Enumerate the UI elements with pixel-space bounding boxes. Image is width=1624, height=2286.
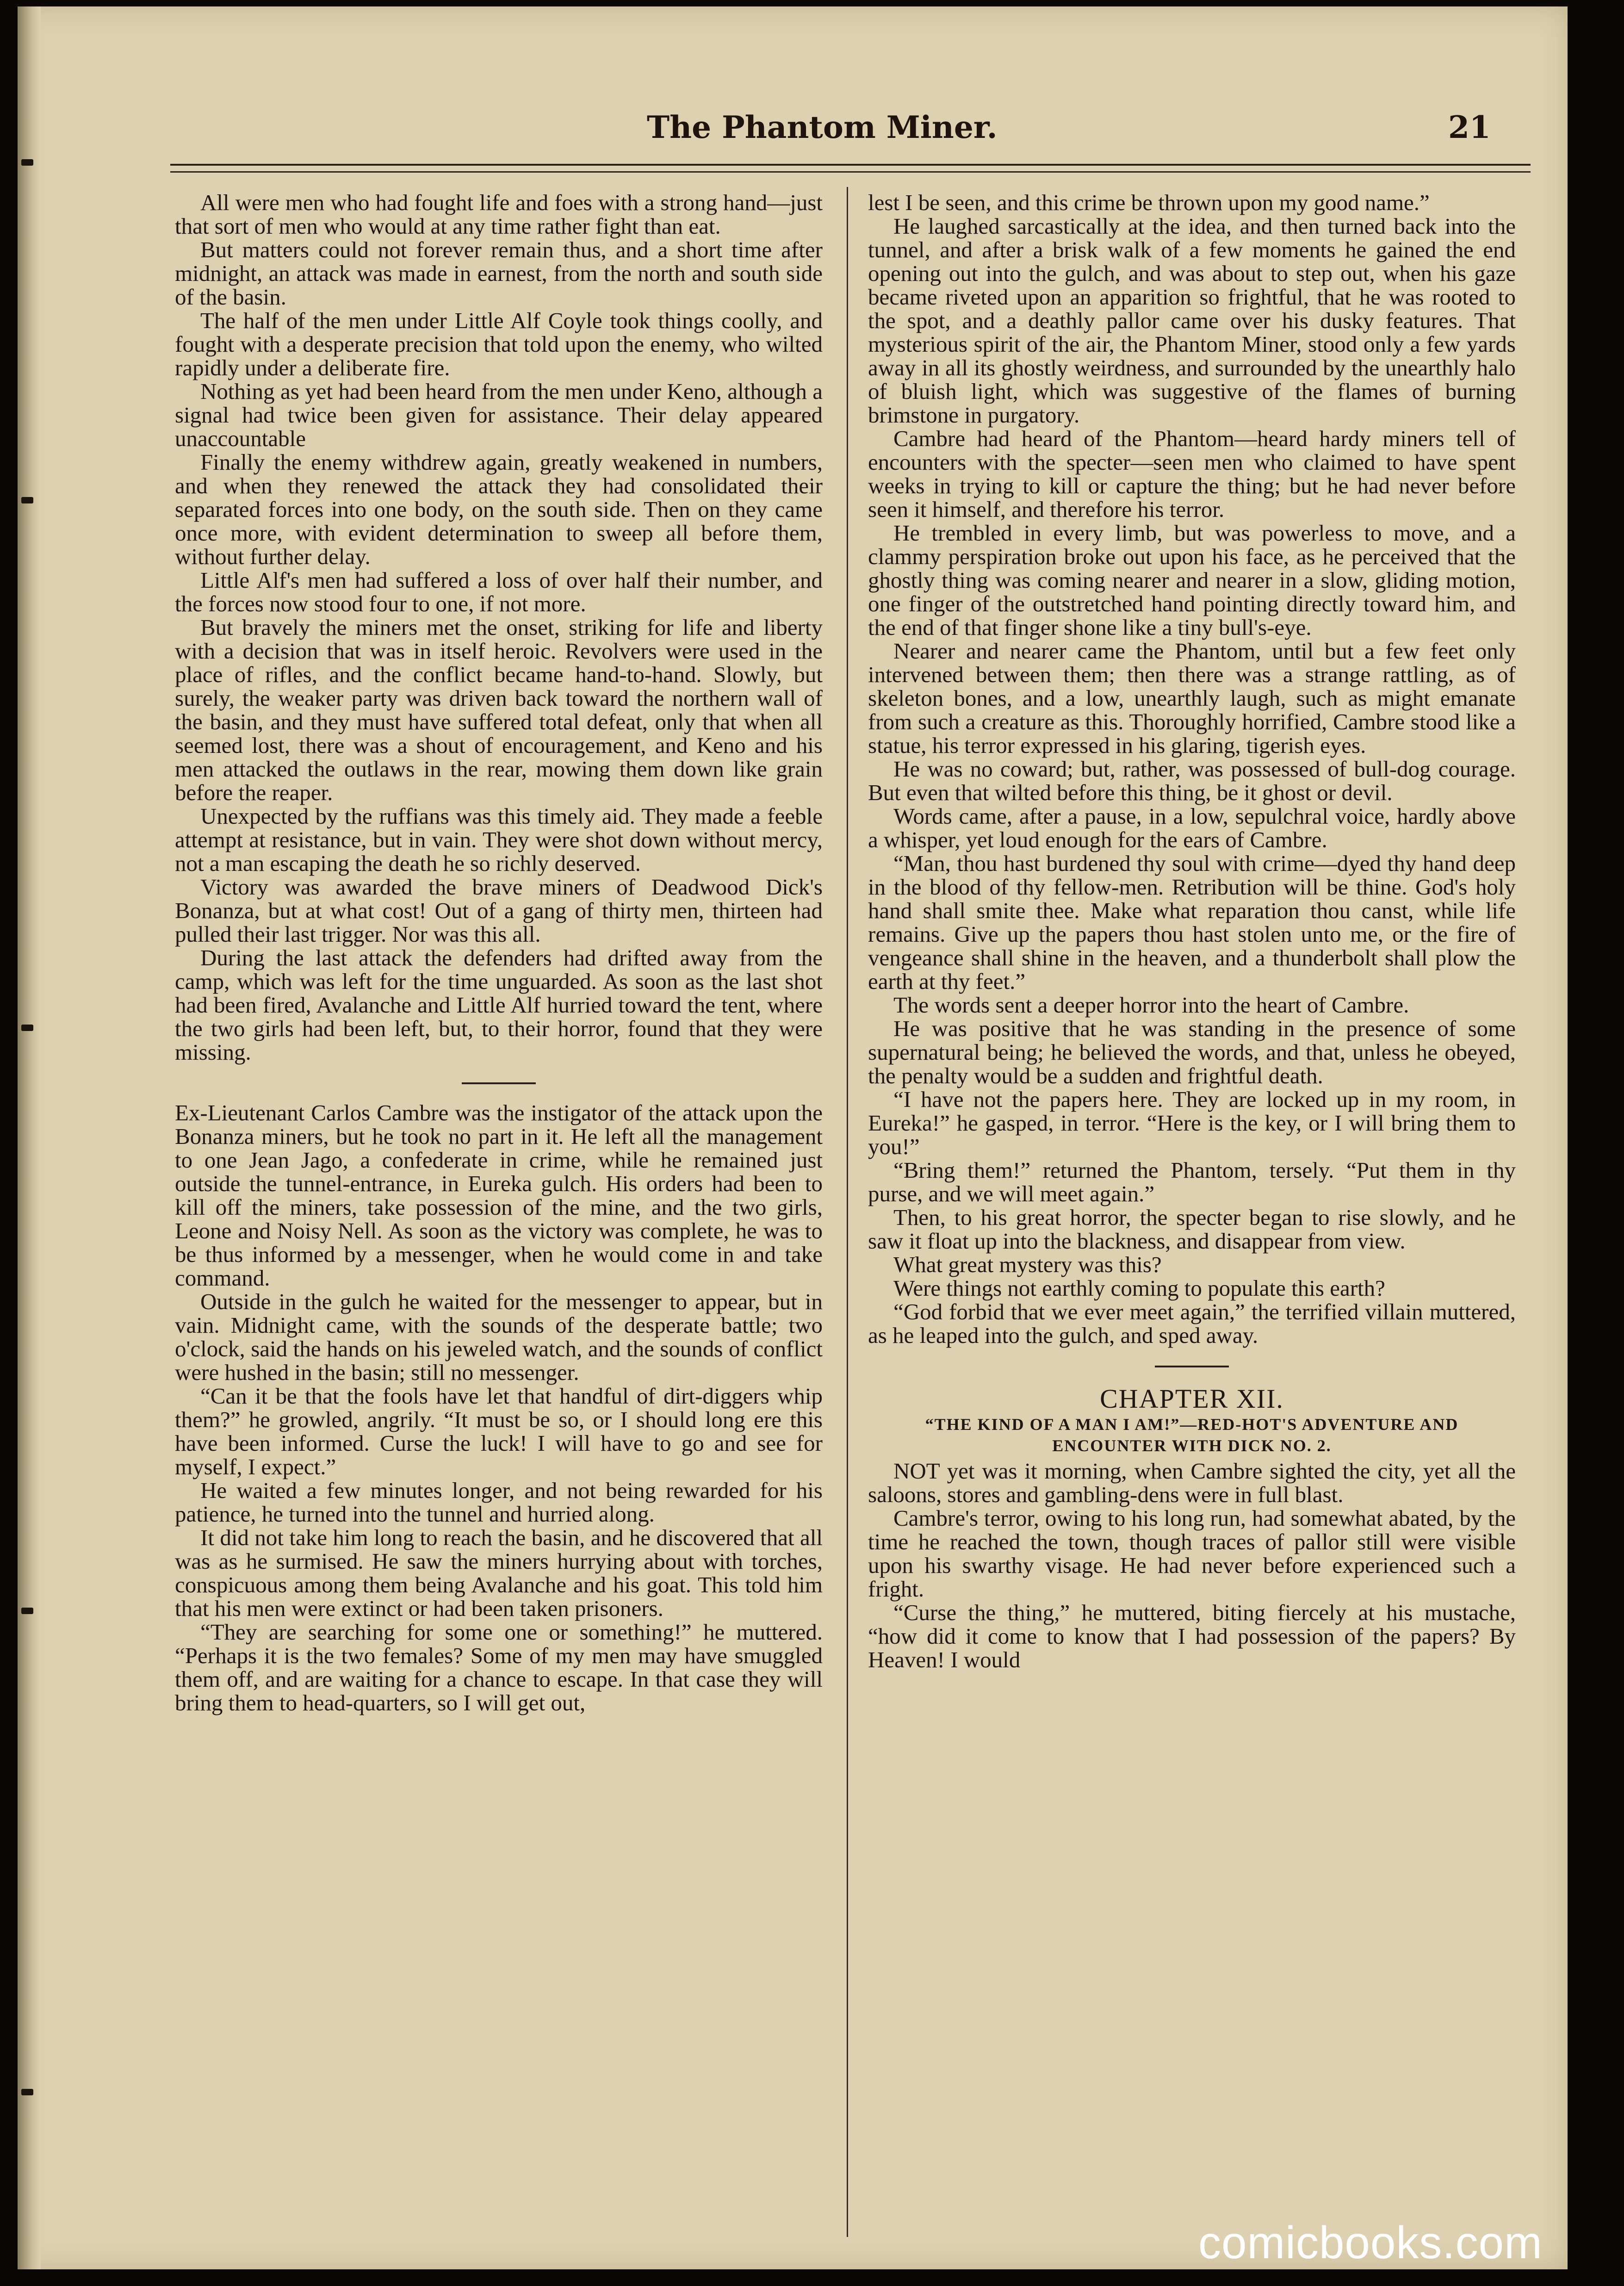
paragraph: Finally the enemy withdrew again, greatly weakened in numbers, and when they renewed the attack they had consolidated their separated forces into one body, on the south side. Then on they came once more, with evident determination to sweep all before them, without further delay.	[175, 449, 823, 569]
section-separator	[1155, 1366, 1229, 1367]
paragraph: Words came, after a pause, in a low, sepulchral voice, hardly above a whisper, yet loud enough for the ears of Cambre.	[868, 803, 1516, 852]
paragraph: He was no coward; but, rather, was possessed of bull-dog courage. But even that wilted before this thing, be it ghost or devil.	[868, 756, 1516, 805]
paragraph: “Man, thou hast burdened thy soul with crime—dyed thy hand deep in the blood of thy fellow-men. Retribution will be thine. God's holy hand shall smite thee. Make what reparation thou canst, while life remains. Give up the papers thou hast stolen unto me, or the fire of vengeance shall shine in the heaven, and a thunderbolt shall plow the earth at thy feet.”	[868, 851, 1516, 994]
section-separator	[462, 1082, 536, 1084]
watermark: comicbooks.com	[1198, 2217, 1543, 2268]
paragraph: “They are searching for some one or something!” he muttered. “Perhaps it is the two females? Some of my men may have smuggled them off, and are waiting for a chance to escape. In that case they will bring them to head-quarters, so I will get out,	[175, 1619, 823, 1715]
left-column	[175, 191, 823, 2245]
paragraph: “I have not the papers here. They are locked up in my room, in Eureka!” he gasped, in terror. “Here is the key, or I will bring them to you!”	[868, 1087, 1516, 1159]
chapter-title: CHAPTER XII.	[1100, 1384, 1284, 1414]
paragraph: What great mystery was this?	[893, 1252, 1162, 1277]
paragraph: But bravely the miners met the onset, striking for life and liberty with a decision that was in itself heroic. Revolvers were used in the place of rifles, and the conflict became hand-to-hand. Slowly, but surely, the weaker party was driven back toward the northern wall of the basin, and they must have suffered total defeat, only that when all seemed lost, there was a shout of encouragement, and Keno and his men attacked the outlaws in the rear, mowing them down like grain before the reaper.	[175, 615, 823, 805]
paragraph: Ex-Lieutenant Carlos Cambre was the instigator of the attack upon the Bonanza miners, but he took no part in it. He left all the management to one Jean Jago, a confederate in crime, while he remained just outside the tunnel-entrance, in Eureka gulch. His orders had been to kill off the miners, take possession of the mine, and the two girls, Leone and Noisy Nell. As soon as the victory was complete, he was to be thus informed by a messenger, when he would come in and take command.	[175, 1100, 823, 1291]
paragraph: Nearer and nearer came the Phantom, until but a few feet only intervened between them; then there was a strange rattling, as of skeleton bones, and a low, unearthly laugh, such as might emanate from such a creature as this. Thoroughly horrified, Cambre stood like a statue, his terror expressed in his glaring, tigerish eyes.	[868, 638, 1516, 758]
binding-stitch	[21, 1025, 33, 1031]
paragraph: “Bring them!” returned the Phantom, tersely. “Put them in thy purse, and we will meet again.”	[868, 1157, 1516, 1206]
paragraph: Little Alf's men had suffered a loss of over half their number, and the forces now stood four to one, if not more.	[175, 567, 823, 616]
page-number: 21	[1448, 109, 1491, 145]
binding-stitch	[21, 1608, 33, 1614]
paragraph: He was positive that he was standing in the presence of some supernatural being; he believed the words, and that, unless he obeyed, the penalty would be a sudden and frightful death.	[868, 1016, 1516, 1088]
paragraph: Victory was awarded the brave miners of Deadwood Dick's Bonanza, but at what cost! Out of a gang of thirty men, thirteen had pulled their last trigger. Nor was this all.	[175, 874, 823, 947]
paragraph: lest I be seen, and this crime be thrown upon my good name.”	[868, 191, 1430, 215]
page-binding	[18, 6, 41, 2269]
paragraph: During the last attack the defenders had drifted away from the camp, which was left for the time unguarded. As soon as the last shot had been fired, Avalanche and Little Alf hurried toward the tent, where the two girls had been left, but, to their horror, found that they were missing.	[175, 945, 823, 1065]
paragraph: Nothing as yet had been heard from the men under Keno, although a signal had twice been given for assistance. Their delay appeared unaccountable	[175, 379, 823, 451]
header-rule	[170, 164, 1531, 173]
paragraph: But matters could not forever remain thus, and a short time after midnight, an attack was made in earnest, from the north and south side of the basin.	[175, 237, 823, 310]
paragraph: Cambre had heard of the Phantom—heard hardy miners tell of encounters with the specter—seen men who claimed to have spent weeks in trying to kill or capture the thing; but he had never before seen it himself, and therefore his terror.	[868, 426, 1516, 522]
paragraph: He trembled in every limb, but was powerless to move, and a clammy perspiration broke out upon his face, as he perceived that the ghostly thing was coming nearer and nearer in a slow, gliding motion, one finger of the outstretched hand pointing directly toward him, and the end of that finger shone like a tiny bull's-eye.	[868, 520, 1516, 640]
paragraph: “God forbid that we ever meet again,” the terrified villain muttered, as he leaped into the gulch, and sped away.	[868, 1299, 1516, 1348]
paragraph: Unexpected by the ruffians was this timely aid. They made a feeble attempt at resistance, but in vain. They were shot down without mercy, not a man escaping the death he so richly deserved.	[175, 803, 823, 876]
column-divider	[847, 187, 848, 2237]
chapter-subtitle: “THE KIND OF A MAN I AM!”—RED-HOT'S ADVENTURE AND ENCOUNTER WITH DICK NO. 2.	[925, 1415, 1459, 1455]
paragraph: NOT yet was it morning, when Cambre sighted the city, yet all the saloons, stores and gambling-dens were in full blast.	[868, 1458, 1516, 1507]
paragraph: Were things not earthly coming to populate this earth?	[893, 1275, 1385, 1301]
paragraph: The words sent a deeper horror into the heart of Cambre.	[893, 992, 1409, 1018]
paragraph: He waited a few minutes longer, and not being rewarded for his patience, he turned into the tunnel and hurried along.	[175, 1478, 823, 1527]
paragraph: Cambre's terror, owing to his long run, had somewhat abated, by the time he reached the town, though traces of pallor still were visible upon his swarthy visage. He had never before experienced such a fright.	[868, 1505, 1516, 1602]
paragraph: The half of the men under Little Alf Coyle took things coolly, and fought with a desperate precision that told upon the enemy, who wilted rapidly under a deliberate fire.	[175, 308, 823, 380]
running-head-title: The Phantom Miner.	[647, 109, 998, 145]
binding-stitch	[21, 159, 33, 166]
binding-stitch	[21, 2089, 33, 2095]
right-column	[868, 191, 1516, 2245]
paragraph: He laughed sarcastically at the idea, and then turned back into the tunnel, and after a brisk walk of a few moments he gained the end opening out into the gulch, and was about to step out, when his gaze became riveted upon an apparition so frightful, that he was rooted to the spot, and a deathly pallor came over his dusky features. That mysterious spirit of the air, the Phantom Miner, stood only a few yards away in all its ghostly weirdness, and surrounded by the unearthly halo of bluish light, which was suggestive of the flames of burning brimstone in purgatory.	[868, 213, 1516, 428]
binding-stitch	[21, 497, 33, 503]
magazine-page	[18, 6, 1568, 2269]
paragraph: Then, to his great horror, the specter began to rise slowly, and he saw it float up into the blackness, and disappear from view.	[868, 1205, 1516, 1254]
paragraph: Outside in the gulch he waited for the messenger to appear, but in vain. Midnight came, with the sounds of the desperate battle; two o'clock, said the hands on his jeweled watch, and the sounds of conflict were hushed in the basin; still no messenger.	[175, 1289, 823, 1385]
paragraph: All were men who had fought life and foes with a strong hand—just that sort of men who would at any time rather fight than eat.	[175, 191, 823, 239]
paragraph: It did not take him long to reach the basin, and he discovered that all was as he surmised. He saw the miners hurrying about with torches, conspicuous among them being Avalanche and his goat. This told him that his men were extinct or had been taken prisoners.	[175, 1525, 823, 1621]
paragraph: “Curse the thing,” he muttered, biting fiercely at his mustache, “how did it come to know that I had possession of the papers? By Heaven! I would	[868, 1600, 1516, 1672]
paragraph: “Can it be that the fools have let that handful of dirt-diggers whip them?” he growled, angrily. “It must be so, or I should long ere this have been informed. Curse the luck! I will have to go and see for myself, I expect.”	[175, 1383, 823, 1479]
